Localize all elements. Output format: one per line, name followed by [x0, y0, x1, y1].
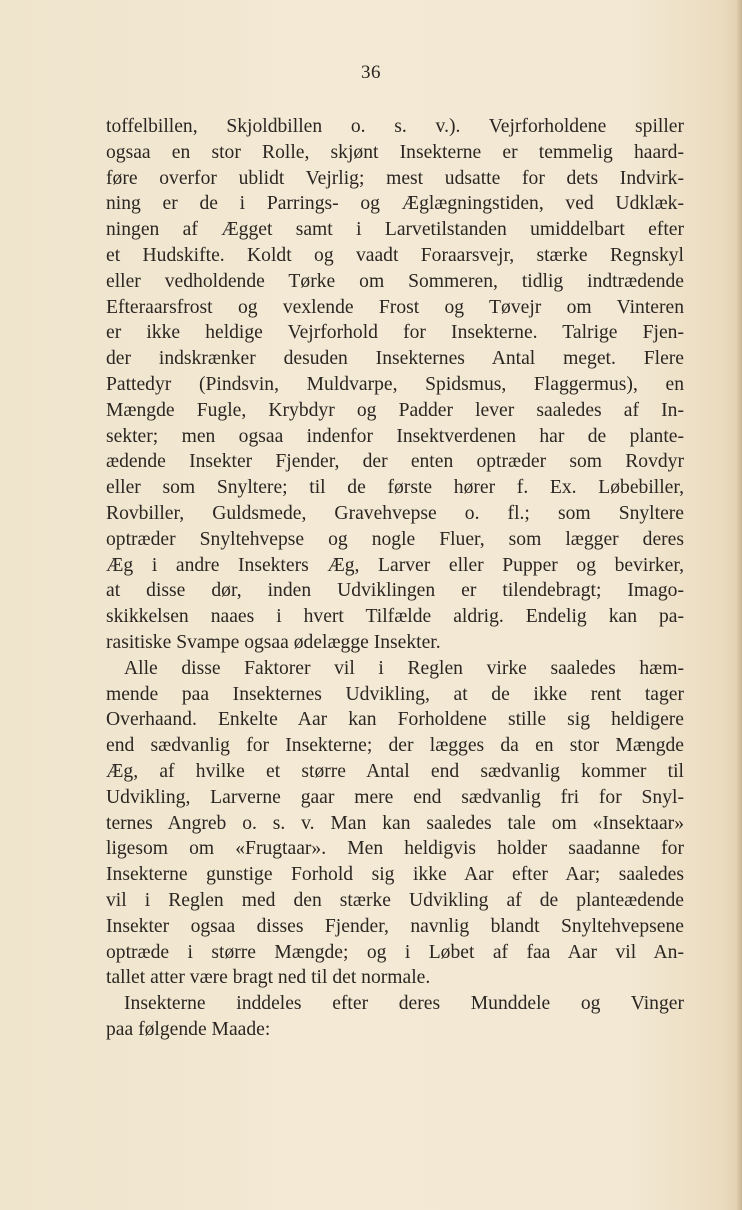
text-line: optræde i større Mængde; og i Løbet af faa Aar vil An-: [106, 941, 684, 963]
text-line: Overhaand. Enkelte Aar kan Forholdene stille sig heldigere: [106, 709, 684, 731]
text-line: føre overfor ublidt Vejrlig; mest udsatte for dets Indvirk-: [106, 167, 684, 189]
text-line: mende paa Insekternes Udvikling, at de ikke rent tager: [106, 683, 684, 705]
text-line: Alle disse Faktorer vil i Reglen virke saaledes hæm-: [124, 657, 684, 679]
text-line: vil i Reglen med den stærke Udvikling af de planteædende: [106, 889, 684, 911]
text-line: rasitiske Svampe ogsaa ødelægge Insekter.: [106, 631, 441, 653]
text-line: Mængde Fugle, Krybdyr og Padder lever saaledes af In-: [106, 399, 684, 421]
text-line: toffelbillen, Skjoldbillen o. s. v.). Vejrforholdene spiller: [106, 116, 684, 137]
text-line: end sædvanlig for Insekterne; der lægges da en stor Mængde: [106, 735, 684, 757]
text-line: Udvikling, Larverne gaar mere end sædvanlig fri for Snyl-: [106, 786, 684, 808]
text-line: Æg i andre Insekters Æg, Larver eller Pupper og bevirker,: [106, 554, 684, 576]
page-edge-shadow: [736, 0, 742, 1210]
text-line: er ikke heldige Vejrforhold for Insekterne. Talrige Fjen-: [106, 322, 684, 344]
text-line: Rovbiller, Guldsmede, Gravehvepse o. fl.; som Snyltere: [106, 502, 684, 524]
text-line: der indskrænker desuden Insekternes Antal meget. Flere: [106, 348, 684, 370]
text-line: Efteraarsfrost og vexlende Frost og Tøvejr om Vinteren: [106, 296, 684, 318]
text-line: ternes Angreb o. s. v. Man kan saaledes tale om «Insektaar»: [106, 812, 684, 834]
text-line: Æg, af hvilke et større Antal end sædvanlig kommer til: [106, 760, 684, 782]
text-line: paa følgende Maade:: [106, 1018, 271, 1040]
text-line: ning er de i Parrings- og Æglægningstiden, ved Udklæk-: [106, 193, 684, 215]
text-line: tallet atter være bragt ned til det normale.: [106, 967, 431, 989]
text-line: et Hudskifte. Koldt og vaadt Foraarsvejr, stærke Regnskyl: [106, 244, 684, 266]
text-line: Insekter ogsaa disses Fjender, navnlig blandt Snyltehvepsene: [106, 915, 684, 937]
text-line: optræder Snyltehvepse og nogle Fluer, som lægger deres: [106, 528, 684, 550]
text-line: at disse dør, inden Udviklingen er tilendebragt; Imago-: [106, 580, 684, 602]
text-line: Insekterne inddeles efter deres Munddele og Vinger: [124, 993, 684, 1015]
body-text: [106, 114, 684, 1043]
text-line: ningen af Ægget samt i Larvetilstanden umiddelbart efter: [106, 219, 684, 241]
page-number: 36: [361, 62, 381, 83]
text-line: skikkelsen naaes i hvert Tilfælde aldrig. Endelig kan pa-: [106, 606, 684, 628]
text-line: ligesom om «Frugtaar». Men heldigvis holder saadanne for: [106, 838, 684, 860]
text-line: Pattedyr (Pindsvin, Muldvarpe, Spidsmus, Flaggermus), en: [106, 373, 684, 395]
text-line: eller som Snyltere; til de første hører f. Ex. Løbebiller,: [106, 477, 684, 499]
text-line: ogsaa en stor Rolle, skjønt Insekterne er temmelig haard-: [106, 141, 684, 163]
text-line: Insekterne gunstige Forhold sig ikke Aar efter Aar; saaledes: [106, 864, 684, 886]
text-line: ædende Insekter Fjender, der enten optræder som Rovdyr: [106, 451, 684, 473]
text-line: sekter; men ogsaa indenfor Insektverdenen har de plante-: [106, 425, 684, 447]
text-line: eller vedholdende Tørke om Sommeren, tidlig indtrædende: [106, 270, 684, 292]
